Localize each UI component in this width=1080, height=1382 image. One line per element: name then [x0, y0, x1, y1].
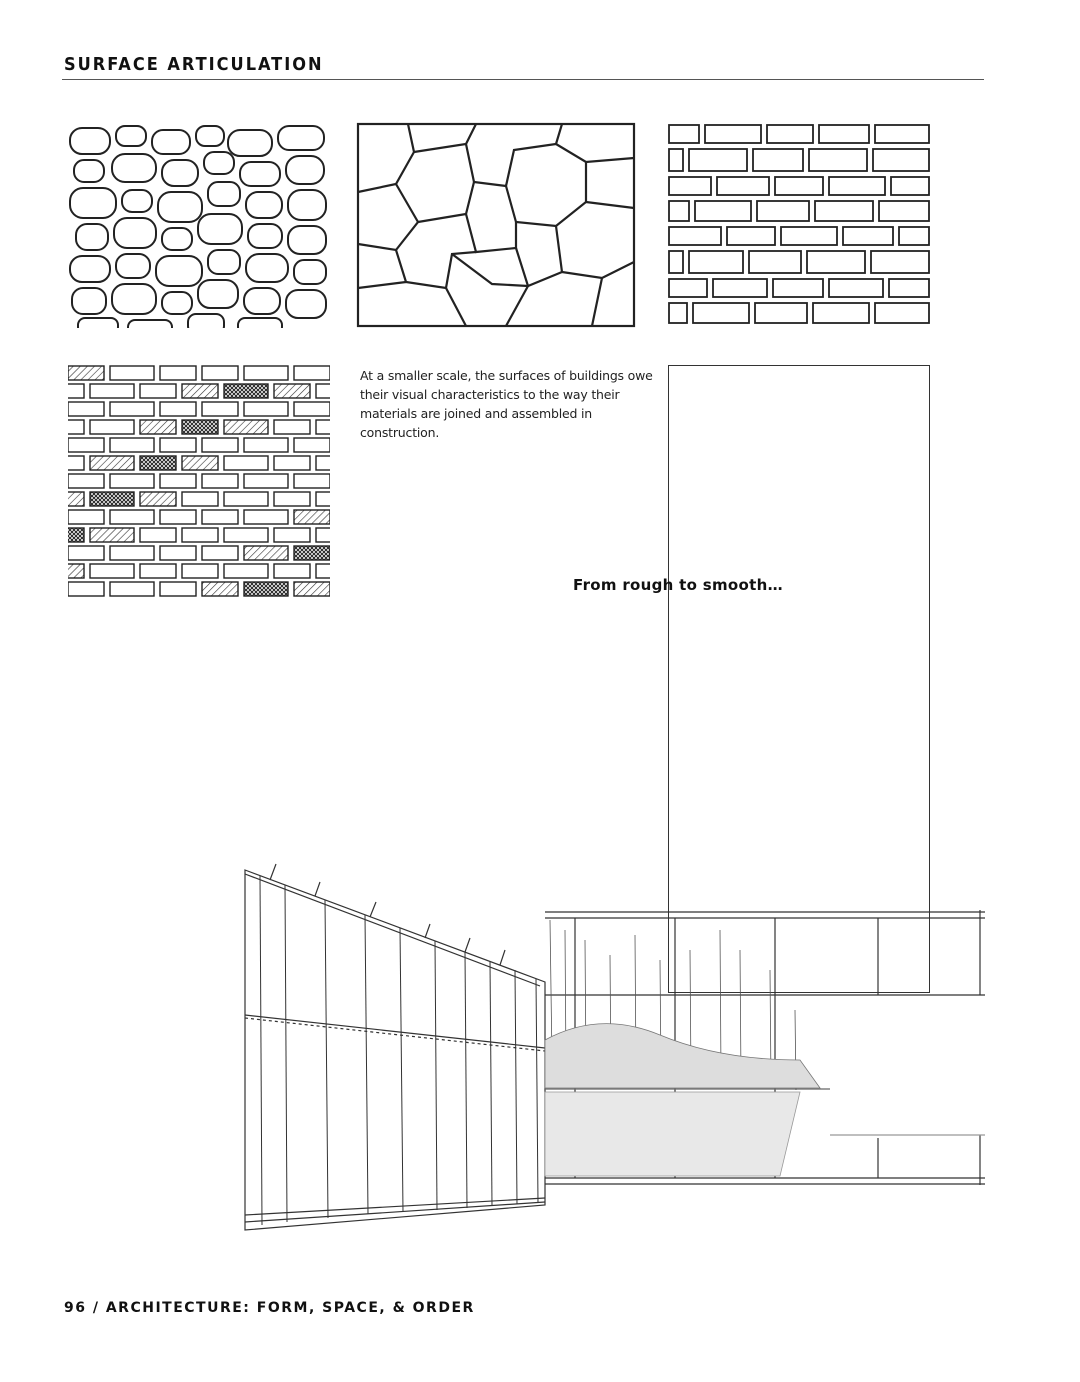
flagstone-masonry-icon — [356, 122, 636, 328]
caption-text: At a smaller scale, the surfaces of buildings owe their visual characteristics to the way their materials are joined and assembled in construction. — [360, 368, 653, 440]
curtain-wall-perspective-icon — [240, 860, 990, 1244]
page-footer: 96 / ARCHITECTURE: FORM, SPACE, & ORDER — [64, 1300, 475, 1316]
rubble-stone-masonry-icon — [68, 124, 330, 328]
patterned-brick-icon — [68, 364, 330, 600]
section-subheading: From rough to smooth… — [573, 576, 783, 594]
ashlar-masonry-icon — [668, 124, 930, 326]
page-title: SURFACE ARTICULATION — [64, 54, 324, 75]
header-rule — [62, 79, 984, 80]
